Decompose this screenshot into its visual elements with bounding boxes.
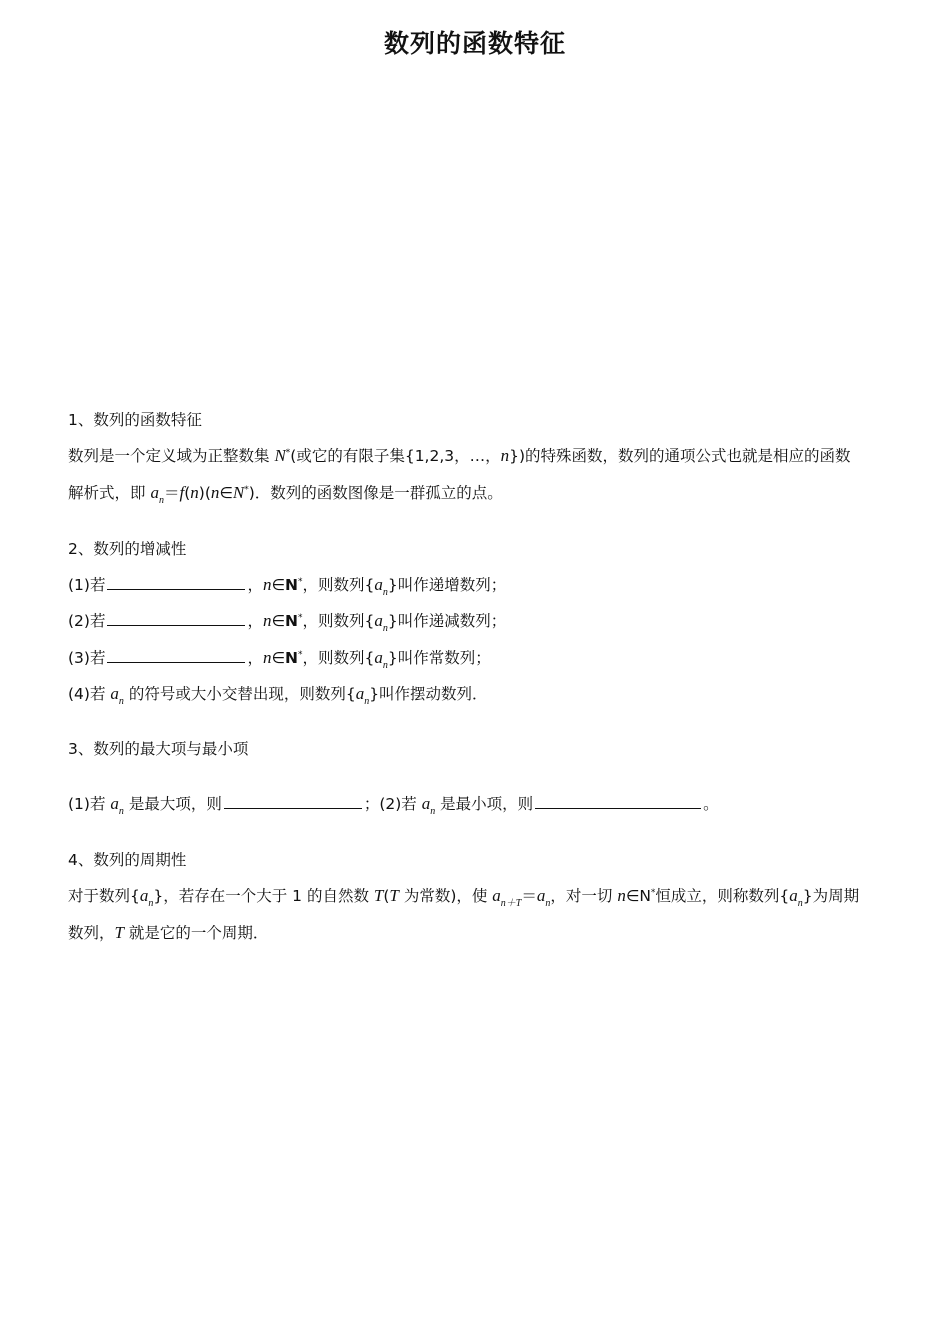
monotonic-item-3: (3)若 ，n∈N*，则数列$\{a_n\}$叫作常数列； — [68, 648, 491, 671]
monotonic-item-4: (4)若 $a_n$ 的符号或大小交替出现，则数列$\{a_n\}$叫作摆动数列． — [68, 684, 488, 707]
answer-blank-min-term[interactable] — [535, 794, 701, 809]
page-title: 数列的函数特征 — [383, 29, 566, 58]
answer-blank-max-term[interactable] — [224, 794, 362, 809]
section-4-paragraph-line-2: 数列，T 就是它的一个周期． — [68, 923, 269, 942]
section-4-heading: 4、数列的周期性 — [68, 851, 187, 869]
section-1-heading: 1、数列的函数特征 — [68, 411, 202, 429]
section-1-paragraph-line-1: 数列是一个定义域为正整数集 N*(或它的有限子集{1,2,3，…，n})的特殊函数，数列的通项公式也就是相应的函数 — [68, 446, 851, 465]
section-4-paragraph-line-1: 对于数列$\{a_n\}$，若存在一个大于 1 的自然数 T(T 为常数)，使 $a_{n+T}=a_n$，对一切 n∈N*恒成立，则称数列$\{a_n\}$为周期 — [68, 886, 860, 909]
extreme-term-line: (1)若 $a_n$ 是最大项，则 ；(2)若 $a_n$ 是最小项，则 。 — [68, 794, 719, 817]
section-3-heading: 3、数列的最大项与最小项 — [68, 740, 249, 758]
section-2-heading: 2、数列的增减性 — [68, 540, 187, 558]
monotonic-item-2: (2)若 ，n∈N*，则数列$\{a_n\}$叫作递减数列； — [68, 611, 507, 634]
section-1-paragraph-line-2: 解析式，即 $a_n=f(n)(n\in N^*)$．数列的函数图像是一群孤立的点。 — [68, 483, 503, 506]
answer-blank-constant[interactable] — [107, 648, 245, 663]
answer-blank-increasing[interactable] — [107, 575, 245, 590]
monotonic-item-1: (1)若 ，n∈N*，则数列$\{a_n\}$叫作递增数列； — [68, 575, 507, 598]
answer-blank-decreasing[interactable] — [107, 611, 245, 626]
